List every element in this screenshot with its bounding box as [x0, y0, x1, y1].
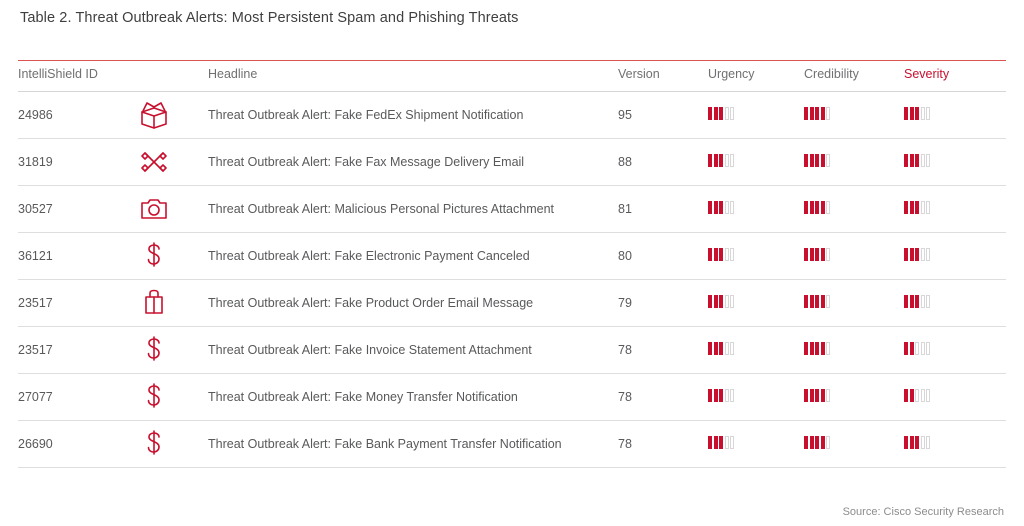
cell-credibility-rating	[804, 421, 904, 468]
column-header-headline: Headline	[208, 61, 618, 92]
intellishield-id-value: 24986	[18, 108, 53, 122]
cell-credibility-rating	[804, 139, 904, 186]
intellishield-id-value: 23517	[18, 296, 53, 310]
cell-credibility-rating	[804, 92, 904, 139]
source-note: Source: Cisco Security Research	[842, 506, 1004, 518]
table-row	[18, 233, 1006, 280]
cell-severity-rating	[904, 421, 1006, 468]
cell-version: 88	[618, 139, 708, 186]
cell-headline: Threat Outbreak Alert: Malicious Personal Pictures Attachment	[208, 186, 618, 233]
cell-severity-rating	[904, 233, 1006, 280]
cell-credibility-rating	[804, 233, 904, 280]
threat-table-container	[18, 60, 1006, 468]
cell-version: 95	[618, 92, 708, 139]
page-title: Table 2. Threat Outbreak Alerts: Most Persistent Spam and Phishing Threats	[20, 10, 519, 26]
cell-severity-rating	[904, 186, 1006, 233]
intellishield-id-value: 36121	[18, 249, 53, 263]
table-row	[18, 327, 1006, 374]
cell-intellishield-id	[18, 374, 208, 421]
dollar-sign-icon	[128, 333, 180, 367]
intellishield-id-value: 30527	[18, 202, 53, 216]
camera-icon	[128, 192, 180, 226]
cell-version: 80	[618, 233, 708, 280]
cell-headline: Threat Outbreak Alert: Fake Product Order Email Message	[208, 280, 618, 327]
table-row	[18, 421, 1006, 468]
table-row	[18, 92, 1006, 139]
cell-version: 78	[618, 421, 708, 468]
dollar-sign-icon	[128, 427, 180, 461]
table-row	[18, 280, 1006, 327]
column-header-urgency: Urgency	[708, 61, 804, 92]
table-header	[18, 61, 1006, 92]
cell-headline: Threat Outbreak Alert: Fake FedEx Shipment Notification	[208, 92, 618, 139]
cell-credibility-rating	[804, 374, 904, 421]
cell-version: 81	[618, 186, 708, 233]
fax-x-icon	[128, 145, 180, 179]
cell-intellishield-id	[18, 233, 208, 280]
dollar-sign-icon	[128, 239, 180, 273]
cell-intellishield-id	[18, 421, 208, 468]
cell-headline: Threat Outbreak Alert: Fake Invoice Statement Attachment	[208, 327, 618, 374]
column-header-severity: Severity	[904, 61, 1006, 92]
intellishield-id-value: 26690	[18, 437, 53, 451]
cell-severity-rating	[904, 139, 1006, 186]
threat-table	[18, 60, 1006, 468]
intellishield-id-value: 27077	[18, 390, 53, 404]
shopping-bag-icon	[128, 286, 180, 320]
table-row	[18, 186, 1006, 233]
cell-intellishield-id	[18, 327, 208, 374]
cell-credibility-rating	[804, 280, 904, 327]
cell-urgency-rating	[708, 374, 804, 421]
cell-headline: Threat Outbreak Alert: Fake Money Transfer Notification	[208, 374, 618, 421]
cell-urgency-rating	[708, 280, 804, 327]
cell-intellishield-id	[18, 92, 208, 139]
cell-severity-rating	[904, 374, 1006, 421]
cell-version: 79	[618, 280, 708, 327]
intellishield-id-value: 23517	[18, 343, 53, 357]
dollar-sign-icon	[128, 380, 180, 414]
column-header-version: Version	[618, 61, 708, 92]
cell-headline: Threat Outbreak Alert: Fake Electronic Payment Canceled	[208, 233, 618, 280]
cell-headline: Threat Outbreak Alert: Fake Bank Payment Transfer Notification	[208, 421, 618, 468]
header-row	[18, 61, 1006, 92]
cell-severity-rating	[904, 280, 1006, 327]
cell-headline: Threat Outbreak Alert: Fake Fax Message Delivery Email	[208, 139, 618, 186]
cell-version: 78	[618, 374, 708, 421]
cell-severity-rating	[904, 327, 1006, 374]
open-box-icon	[128, 98, 180, 132]
cell-intellishield-id	[18, 139, 208, 186]
cell-urgency-rating	[708, 92, 804, 139]
column-header-intellishield-id: IntelliShield ID	[18, 61, 208, 92]
table-body	[18, 92, 1006, 468]
cell-severity-rating	[904, 92, 1006, 139]
table-row	[18, 139, 1006, 186]
cell-version: 78	[618, 327, 708, 374]
cell-credibility-rating	[804, 186, 904, 233]
cell-urgency-rating	[708, 139, 804, 186]
intellishield-id-value: 31819	[18, 155, 53, 169]
cell-urgency-rating	[708, 421, 804, 468]
cell-credibility-rating	[804, 327, 904, 374]
cell-urgency-rating	[708, 327, 804, 374]
column-header-credibility: Credibility	[804, 61, 904, 92]
cell-urgency-rating	[708, 186, 804, 233]
cell-intellishield-id	[18, 280, 208, 327]
cell-intellishield-id	[18, 186, 208, 233]
cell-urgency-rating	[708, 233, 804, 280]
table-row	[18, 374, 1006, 421]
